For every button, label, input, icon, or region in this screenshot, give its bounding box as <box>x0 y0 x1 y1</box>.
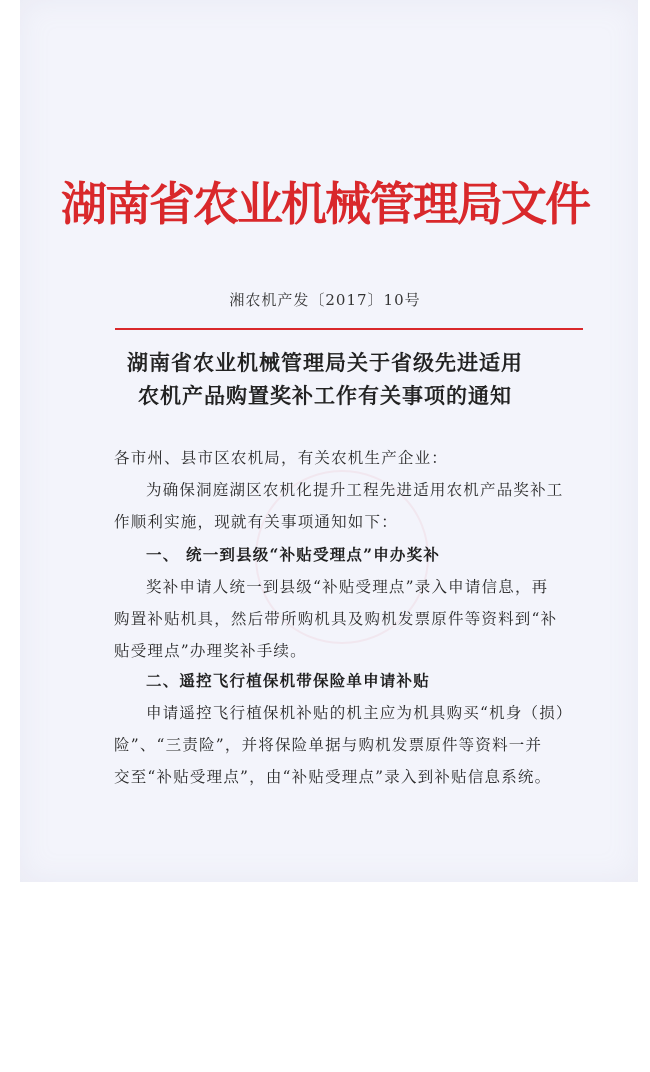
notice-title-line-2: 农机产品购置奖补工作有关事项的通知 <box>138 383 512 408</box>
document-number: 湘农机产发〔2017〕10号 <box>229 291 421 309</box>
intro-line-2: 作顺利实施，现就有关事项通知如下： <box>114 513 398 531</box>
section-2-line-2: 险”、“三责险”，并将保险单据与购机发票原件等资料一并 <box>114 736 543 754</box>
section-2-heading: 二、遥控飞行植保机带保险单申请补贴 <box>146 671 430 690</box>
document-header: 湖南省农业机械管理局文件 <box>61 177 589 231</box>
section-1-line-3: 贴受理点”办理奖补手续。 <box>114 642 307 660</box>
section-2-line-1: 申请遥控飞行植保机补贴的机主应为机具购买“机身（损） <box>146 704 573 722</box>
addressee: 各市州、县市区农机局，有关农机生产企业： <box>114 449 449 467</box>
section-2-line-3: 交至“补贴受理点”，由“补贴受理点”录入到补贴信息系统。 <box>114 768 552 786</box>
intro-line-1: 为确保洞庭湖区农机化提升工程先进适用农机产品奖补工 <box>146 481 564 499</box>
section-1-line-1: 奖补申请人统一到县级“补贴受理点”录入申请信息，再 <box>146 578 549 596</box>
notice-title <box>0 346 650 412</box>
section-1-heading: 一、 统一到县级“补贴受理点”申办奖补 <box>146 545 441 564</box>
notice-title-line-1: 湖南省农业机械管理局关于省级先进适用 <box>127 350 523 375</box>
section-1-line-2: 购置补贴机具，然后带所购机具及购机发票原件等资料到“补 <box>114 610 558 628</box>
red-divider-line <box>115 328 583 330</box>
